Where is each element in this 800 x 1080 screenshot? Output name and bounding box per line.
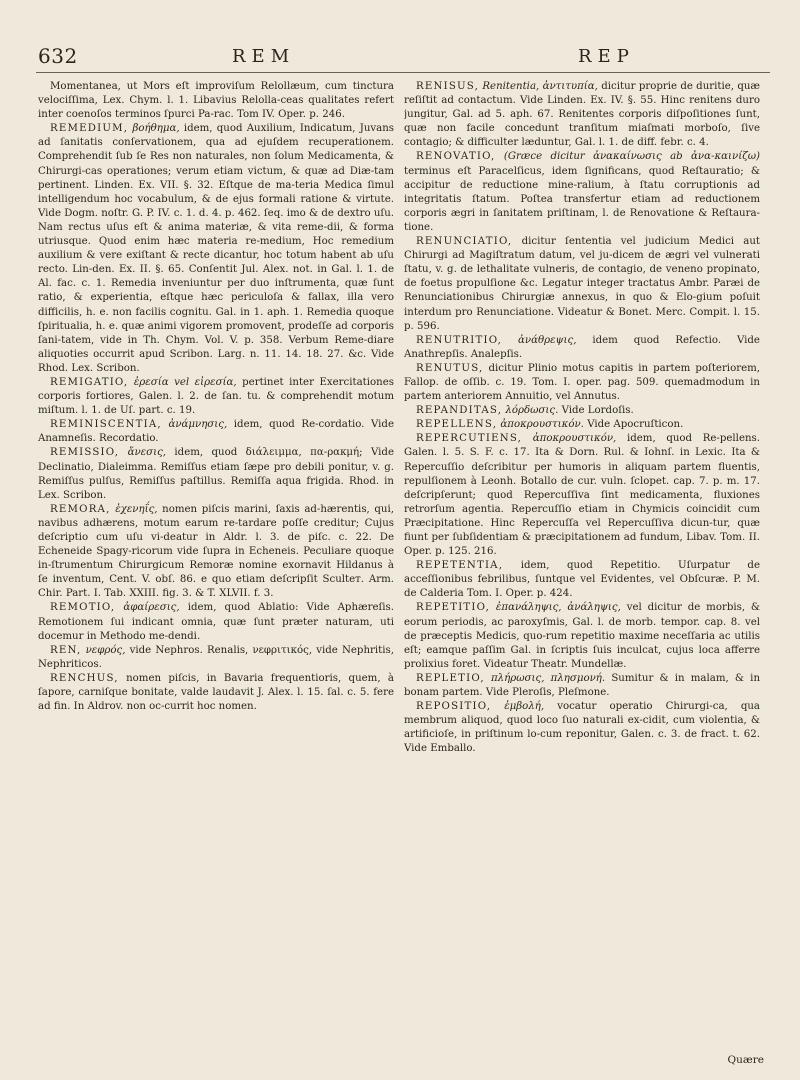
entry-greek: ἐρεσία vel εἰρεσία, xyxy=(133,376,237,388)
dictionary-entry xyxy=(404,150,760,235)
entry-greek: ἀποκρουστικόν, xyxy=(532,433,617,445)
entry-greek: ἐχενηΐς, xyxy=(115,503,158,515)
dictionary-entry xyxy=(404,334,760,362)
dictionary-entry xyxy=(404,404,760,418)
page-number: 632 xyxy=(38,44,78,68)
entry-headword: RENCHUS, xyxy=(50,672,119,684)
entry-greek: λόρδωσις. xyxy=(505,405,559,417)
entry-headword: RENUNCIATIO, xyxy=(416,236,513,248)
entry-text: terminus eſt Paracelſicus, idem ſignificans, quod Reſtauratio; & accipitur de reductione mine-ralium, à ſtatu corruptionis ad integritatis ſtatum. Poſtea transfertur etiam ad reductionem corporis ægri in ſanitatem priſtinam, l. de Renovatione & Reſtaura-tione. xyxy=(404,165,760,233)
dictionary-entry xyxy=(404,432,760,559)
entry-headword: REMORA, xyxy=(50,503,111,515)
entry-headword: RENOVATIO, xyxy=(416,151,496,163)
dictionary-entry xyxy=(38,601,394,643)
entry-text: vel dicitur de morbis, & eorum periodis, ac paroxyſmis, Gal. l. de morb. tempor. cap. 8. vel de præceptis Medicis, quo-rum repetitio maxime neceſſaria ac utilis eſt; eamque paſſim Gal. in ſcriptis ſuis inculcat, cujus loca afferre prolixius foret. Videatur Theatr. Mundellæ. xyxy=(404,602,760,670)
entry-text: Sumitur & in malam, & in bonam partem. Vide Pleroſis, Pleſmone. xyxy=(404,672,760,699)
entry-text: idem, quod Ablatio: Vide Aphæreſis. Remotionem ſui indicant omnia, quæ ſunt præter naturam, uti docemur in Methodo me-dendi. xyxy=(38,602,394,642)
entry-text: idem, quod διάλειμμα, πα-ρακμή; Vide Declinatio, Dialeimma. Remiſſus etiam ſæpe pro debili ponitur, v. g. Remiſſus pulſus, Remiſſus paſtillus. Remiſſa aqua frigida. Rhod. in Lex. Scribon. xyxy=(38,447,394,501)
entry-text: idem, quod Re-cordatio. Vide Anamneſis. Recordatio. xyxy=(38,419,394,445)
entry-headword: REPETITIO, xyxy=(416,602,491,614)
entry-greek: βοήθημα, xyxy=(132,123,180,135)
entry-headword: RENUTUS, xyxy=(416,362,484,374)
entry-greek: ἀνάμνησις, xyxy=(168,419,228,431)
entry-headword: REPETENTIA, xyxy=(416,560,504,572)
entry-text: Momentanea, ut Mors eſt improviſum Relollæum, cum tinctura velociſſima, Lex. Chym. l. 1. Libavius Relolla-ceas qualitates refert inter coenoſos terminos ſpurci Pa-rac. Tom IV. Oper. p. 246. xyxy=(38,81,394,121)
entry-text: dicitur Plinio motus capitis in partem poſteriorem, Fallop. de oſſib. c. 19. Tom. I. oper. pag. 509. quemadmodum in partem anteriorem Annuitio, vel Annutus. xyxy=(404,362,760,403)
entry-text: vocatur operatio Chirurgi-ca, qua membrum aliquod, quod loco ſuo naturali ex-cidit, cum violentia, & artificioſe, in priſtinum lo-cum reponitur, Galen. c. 3. de fract. t. 62. Vide Emballo. xyxy=(404,701,760,755)
entry-greek: ἀνάθρεψις, xyxy=(518,334,577,346)
page-header xyxy=(0,42,800,76)
dictionary-entry xyxy=(404,235,760,334)
dictionary-entry xyxy=(404,80,760,150)
dictionary-entry xyxy=(404,418,760,432)
entry-text: dicitur proprie de duritie, quæ reſiſtit ad contactum. Vide Linden. Ex. IV. §. 55. Hinc renitens duro jungitur, Gal. ad 5. aph. 67. Renitentes corporis diſpoſitiones ſunt, quæ non facile concedunt tranſitum miaſmati morboſo, ſive contagio; & difficulter læduntur, Gal. l. 1. de diff. febr. c. 4. xyxy=(404,81,760,149)
entry-text: pertinet inter Exercitationes corporis fortiores, Galen. l. 2. de ſan. tu. & comprehendit motum miſtum. l. 1. de Uſ. part. c. 19. xyxy=(38,376,394,417)
dictionary-entry xyxy=(38,644,394,672)
left-column xyxy=(38,80,394,1070)
entry-headword: REMISSIO, xyxy=(50,447,120,459)
entry-headword: REPLETIO, xyxy=(416,672,485,684)
entry-headword: REPERCUTIENS, xyxy=(416,433,523,445)
entry-greek: ἄνεσις, xyxy=(127,447,167,459)
entry-headword: REN, xyxy=(50,644,82,656)
entry-headword: REPELLENS, xyxy=(416,419,498,431)
dictionary-entry xyxy=(404,700,760,756)
running-head-left: REM xyxy=(232,46,296,67)
entry-headword: REMIGATIO, xyxy=(50,376,129,388)
entry-text: vide Nephros. Renalis, νεφριτικός, vide Nephritis, Nephriticos. xyxy=(38,644,394,670)
dictionary-entry xyxy=(38,446,394,502)
entry-greek: ἀποκρουστικόν. xyxy=(500,419,584,431)
dictionary-entry xyxy=(404,601,760,671)
dictionary-entry xyxy=(404,362,760,404)
entry-text: nomen piſcis, in Bavaria frequentioris, quem, à ſapore, carniſque bonitate, valde laudavit J. Alex. l. 15. ſal. c. 5. fere ad fin. In Aldrov. non oc-currit hoc nomen. xyxy=(38,672,394,713)
catchword: Quære xyxy=(727,1054,764,1066)
right-column xyxy=(404,80,760,1070)
entry-headword: RENISUS, xyxy=(416,81,480,92)
dictionary-entry xyxy=(404,559,760,601)
entry-greek: ἀφαίρεσις, xyxy=(123,602,180,614)
entry-headword: REMINISCENTIA, xyxy=(50,419,162,431)
entry-text: idem, quod Repetitio. Uſurpatur de acceſſionibus febrilibus, ſuntque vel Evidentes, vel Obſcuræ. P. M. de Calderia Tom. I. Oper. p. 424. xyxy=(404,560,760,600)
entry-greek: (Græce dicitur ἀνακαίνωσις ab ἀνα-καινίζω) xyxy=(503,151,760,163)
entry-headword: REMOTIO, xyxy=(50,602,116,614)
entry-text: dicitur ſententia vel judicium Medici aut Chirurgi ad Magiſtratum datum, vel ju-dicem de ægri vel vulnerati ſtatu, v. g. de lethalitate vulneris, de contagio, de veneno propinato, de foetus propulſione &c. Legatur integer tractatus Ambr. Paræi de Renunciationibus Chirurgiæ annexus, in quo & Elo-gium poſuit interdum pro Renunciatione. Videatur & Bonet. Merc. Compit. l. 15. p. 596. xyxy=(404,236,760,332)
entry-headword: REMEDIUM, xyxy=(50,123,129,135)
entry-headword: REPANDITAS, xyxy=(416,405,503,417)
entry-greek: ἐμβολή, xyxy=(504,701,545,713)
entry-text: idem, quod Auxilium, Indicatum, Juvans ad ſanitatis conſervationem, qua ad ejuſdem recuperationem. Comprehendit ſub ſe Res non naturales, non ſolum Medicamenta, & Chirurgi-cas operationes; verum etiam victum, & quæ ad Diæ-tam pertinent. Linden. Ex. VII. §. 32. Eſtque de ma-teria Medica ſimul intelligendum hoc vocabulum, & de ejus formali ratione & virtute. Vide Dogm. noſtr. G. P. IV. c. 1. d. 4. p. 462. ſeq. imo & de dextro uſu. Nam rectus uſus eſt & anima materiæ, & vita reme-dii, & forma utriusque. Quod enim hæc materia re-medium, Hoc remedium auxilium & vere exiſtant & recte dicantur, hoc totum habent ab uſu recto. Lin-den. Ex. II. §. 65. Conſentit Jul. Alex. not. in Gal. l. 1. de Al. fac. c. 1. Remedia inveniuntur per duo inſtrumenta, quæ ſunt ratio, & experientia, eſtque hæc periculoſa & fallax, illa vero difficilis, h. e. non facilis cognitu. Gal. in 1. aph. 1. Remedia quoque ſpiritualia, h. e. quæ animi vigorem promovent, prodeſſe ad corporis ſani-tatem, vide in Th. Chym. Vol. V. p. 358. Verbum Reme-diare aliquoties occurrit apud Scribon. Larg. n. 11. 14. 18. 27. &c. Vide Rhod. Lex. Scribon. xyxy=(38,123,394,374)
dictionary-entry xyxy=(38,376,394,418)
dictionary-entry xyxy=(404,672,760,700)
entry-text: nomen piſcis marini, ſaxis ad-hærentis, qui, navibus adhærens, motum earum re-tardare poſſe creditur; Cujus deſcriptio cum uſu vi-deatur in Aldr. l. 3. de piſc. c. 22. De Echeneide Spagy-ricorum vide ſupra in Echeneis. Peculiare quoque in-ſtrumentum Chirurgicum Remoræ nomine exornavit Hildanus à ſe inventum, Cent. V. obſ. 86. e quo etiam deſcripſit Sculteт. Arm. Chir. Part. I. Tab. XXIII. fig. 3. & T. XLVII. f. 3. xyxy=(38,503,394,600)
dictionary-entry xyxy=(38,122,394,376)
entry-greek: Renitentia, ἀντιτυπία, xyxy=(482,81,598,92)
entry-headword: REPOSITIO, xyxy=(416,701,492,713)
entry-text: Vide Apocruſticon. xyxy=(587,419,684,431)
entry-greek: ἐπανάληψις, ἀνάληψις, xyxy=(495,602,621,614)
dictionary-entry xyxy=(38,503,394,602)
entry-headword: RENUTRITIO, xyxy=(416,334,503,346)
entry-text: idem quod Refectio. Vide Anathrepſis. Analepſis. xyxy=(404,334,760,360)
entry-greek: πλήρωσις, πλησμονή. xyxy=(490,672,606,684)
dictionary-entry xyxy=(38,672,394,714)
dictionary-entry xyxy=(38,80,394,122)
dictionary-entry xyxy=(38,418,394,446)
entry-text: idem, quod Re-pellens. Galen. l. 5. S. F. c. 17. Ita & Dorn. Rul. & Iohnſ. in Lexic. Ita & Repercuſſio deſcribitur per humoris in aliquam partem fluentis, repulſionem à Leonh. Botallo de cur. vuln. ſclopet. cap. 7. p. m. 17. deſcripſerunt; quod Repercuſſiva ſint medicamenta, fluxiones retrorſum agentia. Repercuſſio etiam in Chymicis coincidit cum Præcipitatione. Hinc Repercuſſa vel Repercuſſiva dicun-tur, quæ fiunt per ſubſidentiam & præcipitationem ad fundum, Libav. Tom. II. Oper. p. 125. 216. xyxy=(404,433,760,558)
entry-text: Vide Lordoſis. xyxy=(561,405,634,417)
entry-greek: νεφρός, xyxy=(85,644,126,656)
header-rule xyxy=(36,72,770,73)
running-head-right: REP xyxy=(578,46,635,67)
